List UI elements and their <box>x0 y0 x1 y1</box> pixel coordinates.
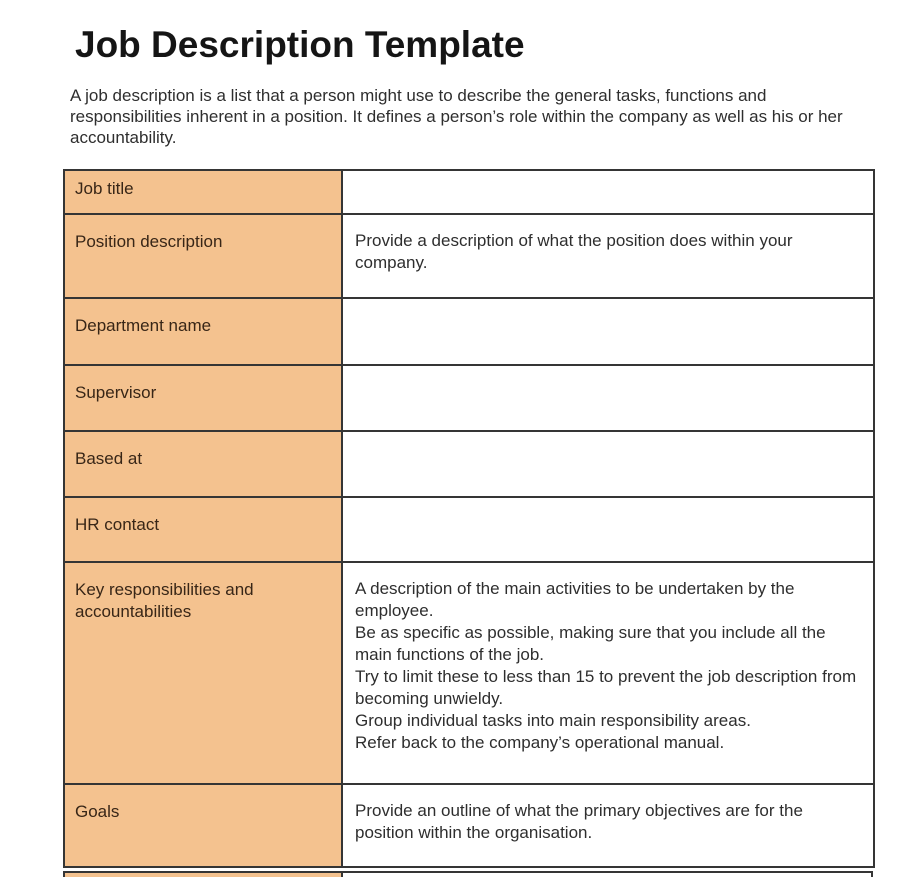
row-value-department-name[interactable] <box>342 298 874 365</box>
table-row-key-responsibilities <box>64 562 874 784</box>
row-value-key-responsibilities[interactable] <box>342 562 874 784</box>
row-value-hr-contact[interactable] <box>342 497 874 562</box>
cell-text: A description of the main activities to be undertaken by the employee. <box>355 579 795 620</box>
table-row-goals <box>64 784 874 867</box>
row-value-supervisor[interactable] <box>342 365 874 431</box>
cell-text: Refer back to the company’s operational manual. <box>355 733 725 752</box>
intro-paragraph: A job description is a list that a person might use to describe the general tasks, functions and responsibilities inherent in a position. It defines a person’s role within the company as well as his or her accountability. <box>70 86 843 147</box>
table-row-department-name <box>64 298 874 365</box>
row-value-based-at[interactable] <box>342 431 874 497</box>
table-row-supervisor <box>64 365 874 431</box>
row-label-department-name: Department name <box>64 298 342 365</box>
row-label-goals: Goals <box>64 784 342 867</box>
partial-row-label-cell <box>65 873 343 877</box>
partial-row-value-cell[interactable] <box>343 873 871 877</box>
row-label-supervisor: Supervisor <box>64 365 342 431</box>
table-row-based-at <box>64 431 874 497</box>
row-value-position-description[interactable] <box>342 214 874 298</box>
table-row-partial <box>63 871 873 877</box>
cell-text: Provide a description of what the position does within your company. <box>355 231 793 272</box>
row-value-goals[interactable] <box>342 784 874 867</box>
cell-text: Try to limit these to less than 15 to prevent the job description from becoming unwieldy. <box>355 667 857 708</box>
row-label-key-responsibilities: Key responsibilities and accountabilities <box>64 562 342 784</box>
row-label-position-description: Position description <box>64 214 342 298</box>
job-description-table <box>63 169 875 868</box>
cell-text: Provide an outline of what the primary objectives are for the position within the organisation. <box>355 801 803 842</box>
cell-text: Be as specific as possible, making sure that you include all the main functions of the job. <box>355 623 826 664</box>
table-row-position-description <box>64 214 874 298</box>
row-label-based-at: Based at <box>64 431 342 497</box>
row-label-job-title: Job title <box>64 170 342 214</box>
table-row-job-title <box>64 170 874 214</box>
cell-text: Group individual tasks into main responsibility areas. <box>355 711 751 730</box>
table-row-hr-contact <box>64 497 874 562</box>
page-title: Job Description Template <box>75 24 525 65</box>
row-value-job-title[interactable] <box>342 170 874 214</box>
row-label-hr-contact: HR contact <box>64 497 342 562</box>
